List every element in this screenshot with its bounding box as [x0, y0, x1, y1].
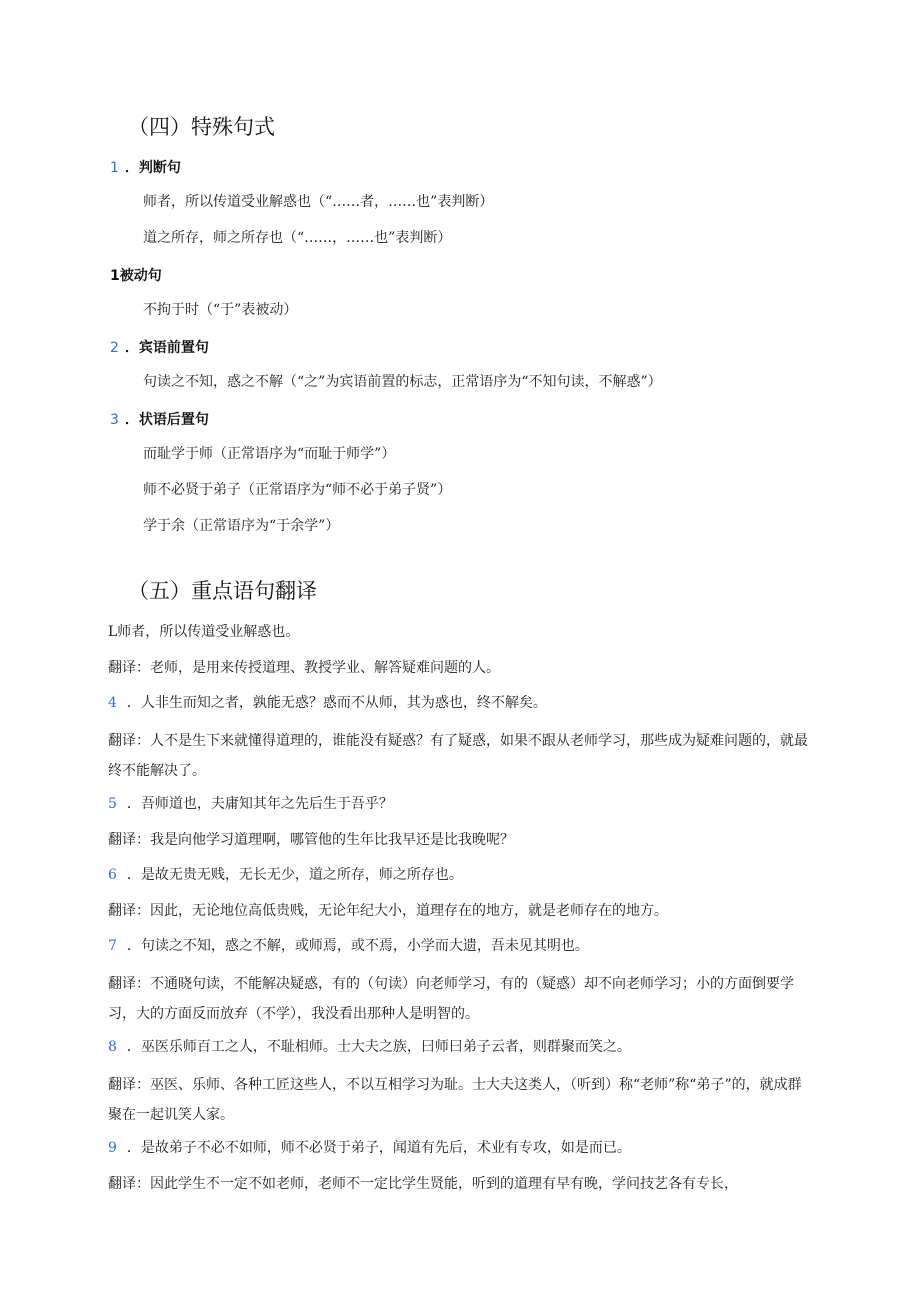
- item-number: 2: [110, 340, 119, 356]
- item-label: ．宾语前置句: [124, 340, 209, 356]
- sentence-line: [108, 693, 547, 713]
- sentence-text: ．吾师道也，夫庸知其年之先后生于吾乎？: [126, 796, 393, 812]
- item-number: 3: [110, 412, 119, 428]
- translation-line: 翻译：我是向他学习道理啊，哪管他的生年比我早还是比我晚呢？: [108, 832, 514, 848]
- section-5-heading: （五）重点语句翻译: [128, 579, 317, 603]
- entry-number: 5: [108, 796, 117, 812]
- entry-number: 8: [108, 1039, 117, 1055]
- translation-paragraph: 翻译：不通晓句读，不能解决疑惑，有的（句读）向老师学习，有的（疑惑）却不向老师学习；小的方面倒要学习，大的方面反而放弃（不学），我没看出那种人是明智的。: [108, 976, 794, 1022]
- subheading-passive: [110, 265, 162, 285]
- item-label: ．判断句: [124, 160, 181, 176]
- translation-paragraph: 翻译：巫医、乐师、各种工匠这些人，不以互相学习为耻。士大夫这类人，（听到）称“老师”称“弟子”的，就成群聚在一起讥笑人家。: [108, 1077, 802, 1123]
- sentence-text: ．是故无贵无贱，无长无少，道之所存，师之所存也。: [126, 867, 463, 883]
- item-label: 1被动句: [110, 268, 162, 284]
- example-line: 而耻学于师（正常语序为“而耻于师学”）: [143, 446, 396, 462]
- sentence-line: [108, 1037, 631, 1057]
- example-line: 师者，所以传道受业解惑也（“……者，……也”表判断）: [143, 194, 494, 210]
- subheading-adverbial: [110, 409, 209, 429]
- sentence-text: ．是故弟子不必不如师，师不必贤于弟子，闻道有先后，术业有专攻，如是而已。: [126, 1140, 631, 1156]
- translation-line: 翻译：老师，是用来传授道理、教授学业、解答疑难问题的人。: [108, 660, 500, 676]
- sentence-text: ．人非生而知之者，孰能无惑？惑而不从师，其为惑也，终不解矣。: [126, 695, 547, 711]
- example-line: 学于余（正常语序为“于余学”）: [143, 518, 340, 534]
- translation-paragraph: 翻译：人不是生下来就懂得道理的，谁能没有疑惑？有了疑惑，如果不跟从老师学习，那些成为疑难问题的，就最终不能解决了。: [108, 733, 808, 779]
- sentence-line: [108, 936, 589, 956]
- example-line: 师不必贤于弟子（正常语序为“师不必于弟子贤”）: [143, 482, 452, 498]
- sentence-line: [108, 865, 463, 885]
- example-line: 道之所存，师之所存也（“……，……也”表判断）: [143, 230, 452, 246]
- subheading-object-fronting: [110, 337, 209, 357]
- subheading-judgment: [110, 157, 181, 177]
- entry-number: 4: [108, 695, 117, 711]
- entry-number: 6: [108, 867, 117, 883]
- section-4-heading: （四）特殊句式: [128, 115, 275, 139]
- sentence-text: ．句读之不知，惑之不解，或师焉，或不焉，小学而大遗，吾未见其明也。: [126, 938, 589, 954]
- sentence-line: [108, 794, 393, 814]
- translation-line: 翻译：因此，无论地位高低贵贱，无论年纪大小，道理存在的地方，就是老师存在的地方。: [108, 903, 668, 919]
- entry-number: 9: [108, 1140, 117, 1156]
- sentence-text: ．巫医乐师百工之人，不耻相师。士大夫之族，曰师曰弟子云者，则群聚而笑之。: [126, 1039, 631, 1055]
- example-line: 不拘于时（“于”表被动）: [143, 302, 298, 318]
- item-number: 1: [110, 160, 119, 176]
- entry-number: 7: [108, 938, 117, 954]
- sentence-line: [108, 1138, 631, 1158]
- translation-line: 翻译：因此学生不一定不如老师，老师不一定比学生贤能，听到的道理有早有晚，学问技艺各有专长，: [108, 1176, 738, 1192]
- item-label: ．状语后置句: [124, 412, 209, 428]
- sentence-line: L师者，所以传道受业解惑也。: [108, 624, 300, 640]
- example-line: 句读之不知，惑之不解（“之”为宾语前置的标志，正常语序为“不知句读，不解惑”）: [143, 374, 662, 390]
